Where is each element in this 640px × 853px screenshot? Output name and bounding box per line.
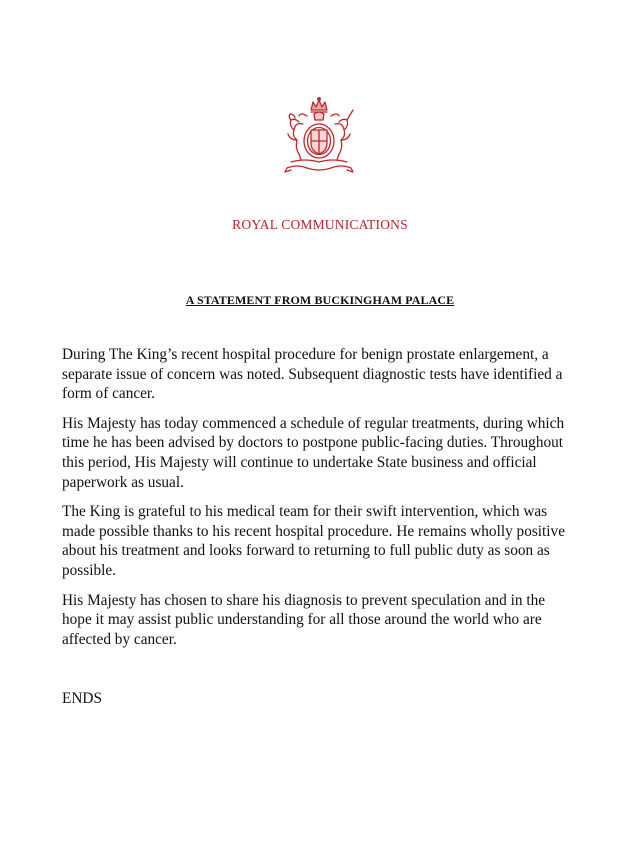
statement-body (62, 345, 578, 659)
statement-paragraph: His Majesty has today commenced a schedule of regular treatments, during which time he has been advised by doctors to postpone public-facing duties. Throughout this period, His Majesty will continue to undertake State business and official paperwork as usual. (62, 414, 565, 491)
statement-paragraph: The King is grateful to his medical team for their swift intervention, which was made possible thanks to his recent hospital procedure. He remains wholly positive about his treatment and looks forward to returning to full public duty as soon as possible. (62, 503, 565, 579)
department-name: ROYAL COMMUNICATIONS (232, 217, 408, 232)
statement-heading: A STATEMENT FROM BUCKINGHAM PALACE (185, 293, 455, 307)
statement-paragraph: His Majesty has chosen to share his diagnosis to prevent speculation and in the hope it may assist public understanding for all those around the world who are affected by cancer. (62, 591, 546, 648)
royal-coat-of-arms-icon (277, 96, 361, 176)
statement-paragraph: During The King’s recent hospital procedure for benign prostate enlargement, a separate issue of concern was noted. Subsequent diagnostic tests have identified a form of cancer. (62, 346, 563, 403)
closing-ends: ENDS (62, 690, 102, 707)
